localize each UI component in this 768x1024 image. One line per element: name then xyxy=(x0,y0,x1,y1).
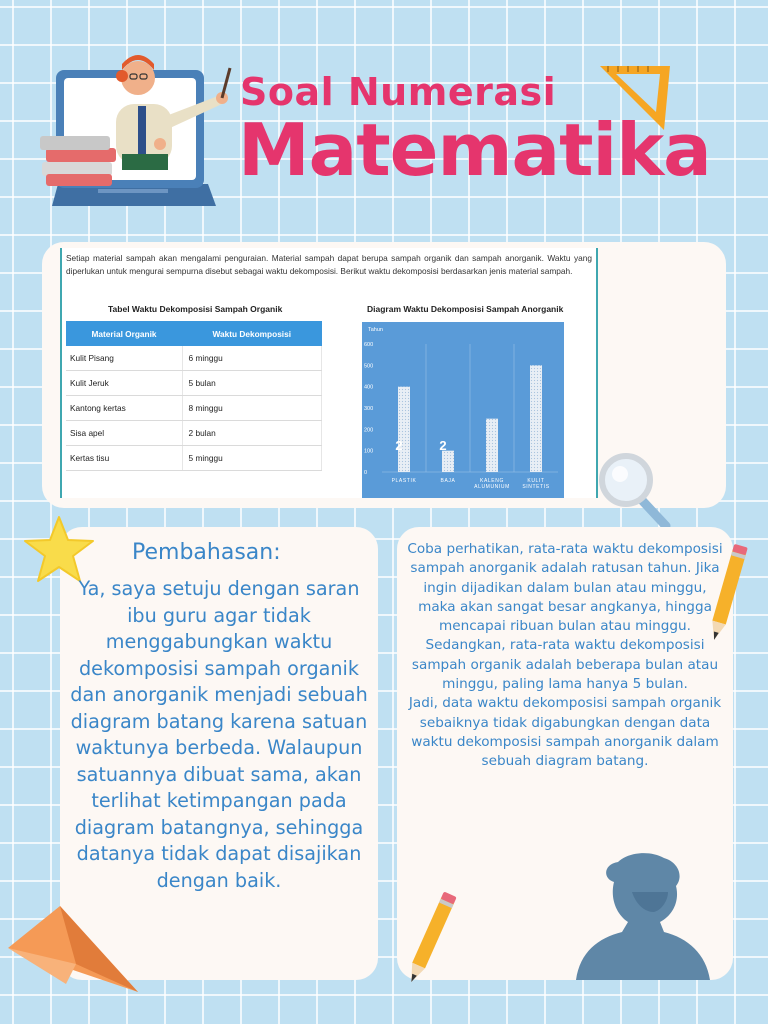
chart-bar xyxy=(398,387,410,472)
organic-decomposition-table xyxy=(66,321,322,471)
table-row xyxy=(66,421,322,446)
chart-y-tick-label: 100 xyxy=(364,448,374,455)
table-cell-material: Sisa apel xyxy=(66,421,182,446)
pencil-icon xyxy=(398,890,462,990)
chart-data-label: 2 xyxy=(395,438,403,453)
explanation-paragraph: Coba perhatikan, rata-rata waktu dekomposisi sampah anorganik adalah ratusan tahun. Jika ingin dijadikan dalam bulan atau minggu, maka akan sangat besar angkanya, hingga mencapai ribuan bulan atau minggu. Sedangkan, rata-rata waktu dekomposisi sampah organik adalah beberapa bulan atau minggu, paling lama hanya 5 bulan. xyxy=(407,541,723,693)
table-cell-time: 8 minggu xyxy=(182,396,321,421)
chart-title: Diagram Waktu Dekomposisi Sampah Anorganik xyxy=(367,304,564,314)
table-row xyxy=(66,371,322,396)
anorganic-bar-chart xyxy=(362,322,564,498)
table-cell-time: 6 minggu xyxy=(182,346,321,371)
chart-y-axis-label: Tahun xyxy=(368,327,383,333)
triangle-ruler-icon xyxy=(598,62,672,132)
chart-x-tick-label: ALUMUNIUM xyxy=(474,484,510,490)
chart-y-tick-label: 300 xyxy=(364,406,374,412)
table-title: Tabel Waktu Dekomposisi Sampah Organik xyxy=(108,304,283,314)
table-row xyxy=(66,396,322,421)
table-row xyxy=(66,446,322,471)
chart-x-tick-label: KALENG xyxy=(480,478,504,484)
chart-y-tick-label: 600 xyxy=(364,342,374,348)
chart-y-tick-label: 0 xyxy=(364,470,368,476)
title-line-2: Matematika xyxy=(238,108,711,192)
table-cell-material: Kulit Pisang xyxy=(66,346,182,371)
table-cell-time: 5 bulan xyxy=(182,371,321,396)
table-cell-material: Kulit Jeruk xyxy=(66,371,182,396)
pencil-icon xyxy=(706,544,750,646)
table-header-cell: Material Organik xyxy=(66,321,182,346)
explanation-body: Ya, saya setuju dengan saran ibu guru agar tidak menggabungkan waktu dekomposisi sampah organik dan anorganik menjadi sebuah diagram batang karena satuan waktunya berbeda. Walaupun satuannya dibuat sama, akan terlihat ketimpangan pada diagram batangnya, sehingga datanya tidak dapat disajikan dengan baik. xyxy=(70,577,368,892)
chart-x-tick-label: KULIT xyxy=(527,478,545,484)
table-cell-time: 5 minggu xyxy=(182,446,321,471)
chart-bar xyxy=(442,451,454,472)
title-line-1: Soal Numerasi xyxy=(240,70,557,114)
table-cell-material: Kertas tisu xyxy=(66,446,182,471)
explanation-detail xyxy=(404,540,726,772)
magnifier-icon xyxy=(598,452,674,532)
paper-plane-icon xyxy=(6,904,144,996)
chart-bar xyxy=(530,365,542,472)
chart-data-label: 2 xyxy=(439,438,447,453)
table-row xyxy=(66,346,322,371)
chart-bar xyxy=(486,419,498,472)
teacher-laptop-illustration xyxy=(38,44,238,209)
chart-y-tick-label: 400 xyxy=(364,384,374,391)
explanation-paragraph: Jadi, data waktu dekomposisi sampah organik sebaiknya tidak digabungkan dengan data waktu dekomposisi sampah anorganik dalam sebuah diagram batang. xyxy=(408,695,722,770)
table-header-row xyxy=(66,321,322,346)
chart-x-tick-label: BAJA xyxy=(440,478,456,484)
table-cell-time: 2 bulan xyxy=(182,421,321,446)
problem-intro-text: Setiap material sampah akan mengalami penguraian. Material sampah dapat berupa sampah organik dan sampah anorganik. Waktu yang diperlukan untuk mengurai sempurna disebut sebagai waktu dekomposisi. Berikut waktu dekomposisi berdasarkan jenis material sampah. xyxy=(66,253,592,276)
chart-x-tick-label: PLASTIK xyxy=(391,478,417,484)
chart-y-tick-label: 200 xyxy=(364,427,374,434)
table-header-cell: Waktu Dekomposisi xyxy=(182,321,321,346)
table-cell-material: Kantong kertas xyxy=(66,396,182,421)
chart-x-tick-label: SINTETIS xyxy=(522,484,550,490)
chart-y-tick-label: 500 xyxy=(364,363,374,370)
explanation-title: Pembahasan: xyxy=(132,540,281,565)
scientist-silhouette xyxy=(572,852,714,982)
